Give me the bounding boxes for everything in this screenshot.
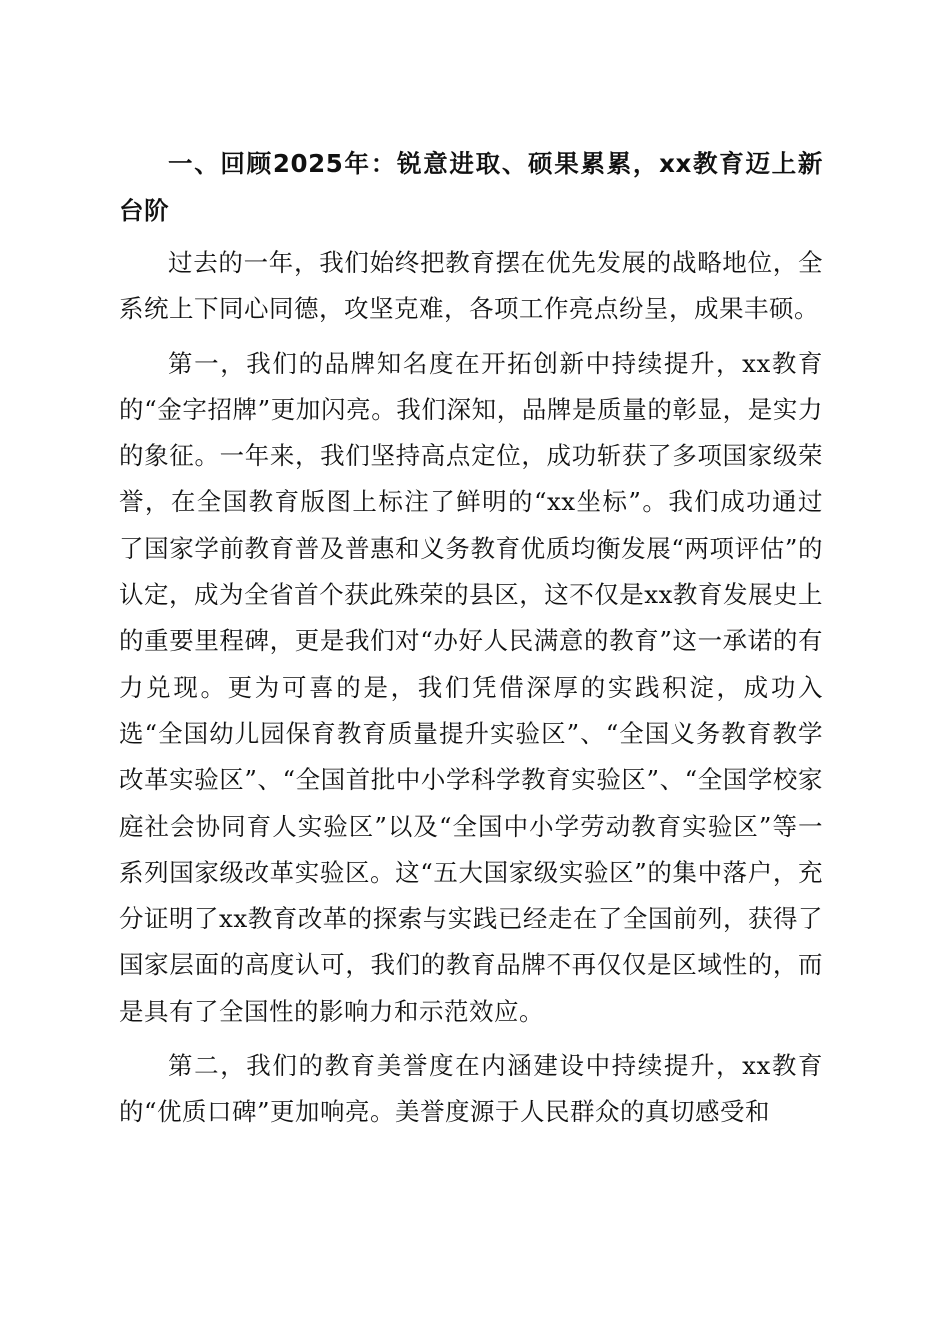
section-heading: 一、回顾2025年：锐意进取、硕果累累，xx教育迈上新台阶 bbox=[119, 149, 823, 225]
paragraph-intro: 过去的一年，我们始终把教育摆在优先发展的战略地位，全系统上下同心同德，攻坚克难，各项工作亮点纷呈，成果丰硕。 bbox=[119, 248, 823, 324]
paragraph-second-point: 第二，我们的教育美誉度在内涵建设中持续提升，xx教育的“优质口碑”更加响亮。美誉度源于人民群众的真切感受和 bbox=[119, 1051, 823, 1127]
paragraph-first-point: 第一，我们的品牌知名度在开拓创新中持续提升，xx教育的“金字招牌”更加闪亮。我们深知，品牌是质量的彰显，是实力的象征。一年来，我们坚持高点定位，成功斩获了多项国家级荣誉，在全国教育版图上标注了鲜明的“xx坐标”。我们成功通过了国家学前教育普及普惠和义务教育优质均衡发展“两项评估”的认定，成为全省首个获此殊荣的县区，这不仅是xx教育发展史上的重要里程碑，更是我们对“办好人民满意的教育”这一承诺的有力兑现。更为可喜的是，我们凭借深厚的实践积淀，成功入选“全国幼儿园保育教育质量提升实验区”、“全国义务教育教学改革实验区”、“全国首批中小学科学教育实验区”、“全国学校家庭社会协同育人实验区”以及“全国中小学劳动教育实验区”等一系列国家级改革实验区。这“五大国家级实验区”的集中落户，充分证明了xx教育改革的探索与实践已经走在了全国前列，获得了国家层面的高度认可，我们的教育品牌不再仅仅是区域性的，而是具有了全国性的影响力和示范效应。 bbox=[119, 348, 823, 1026]
document-body bbox=[119, 140, 823, 1144]
